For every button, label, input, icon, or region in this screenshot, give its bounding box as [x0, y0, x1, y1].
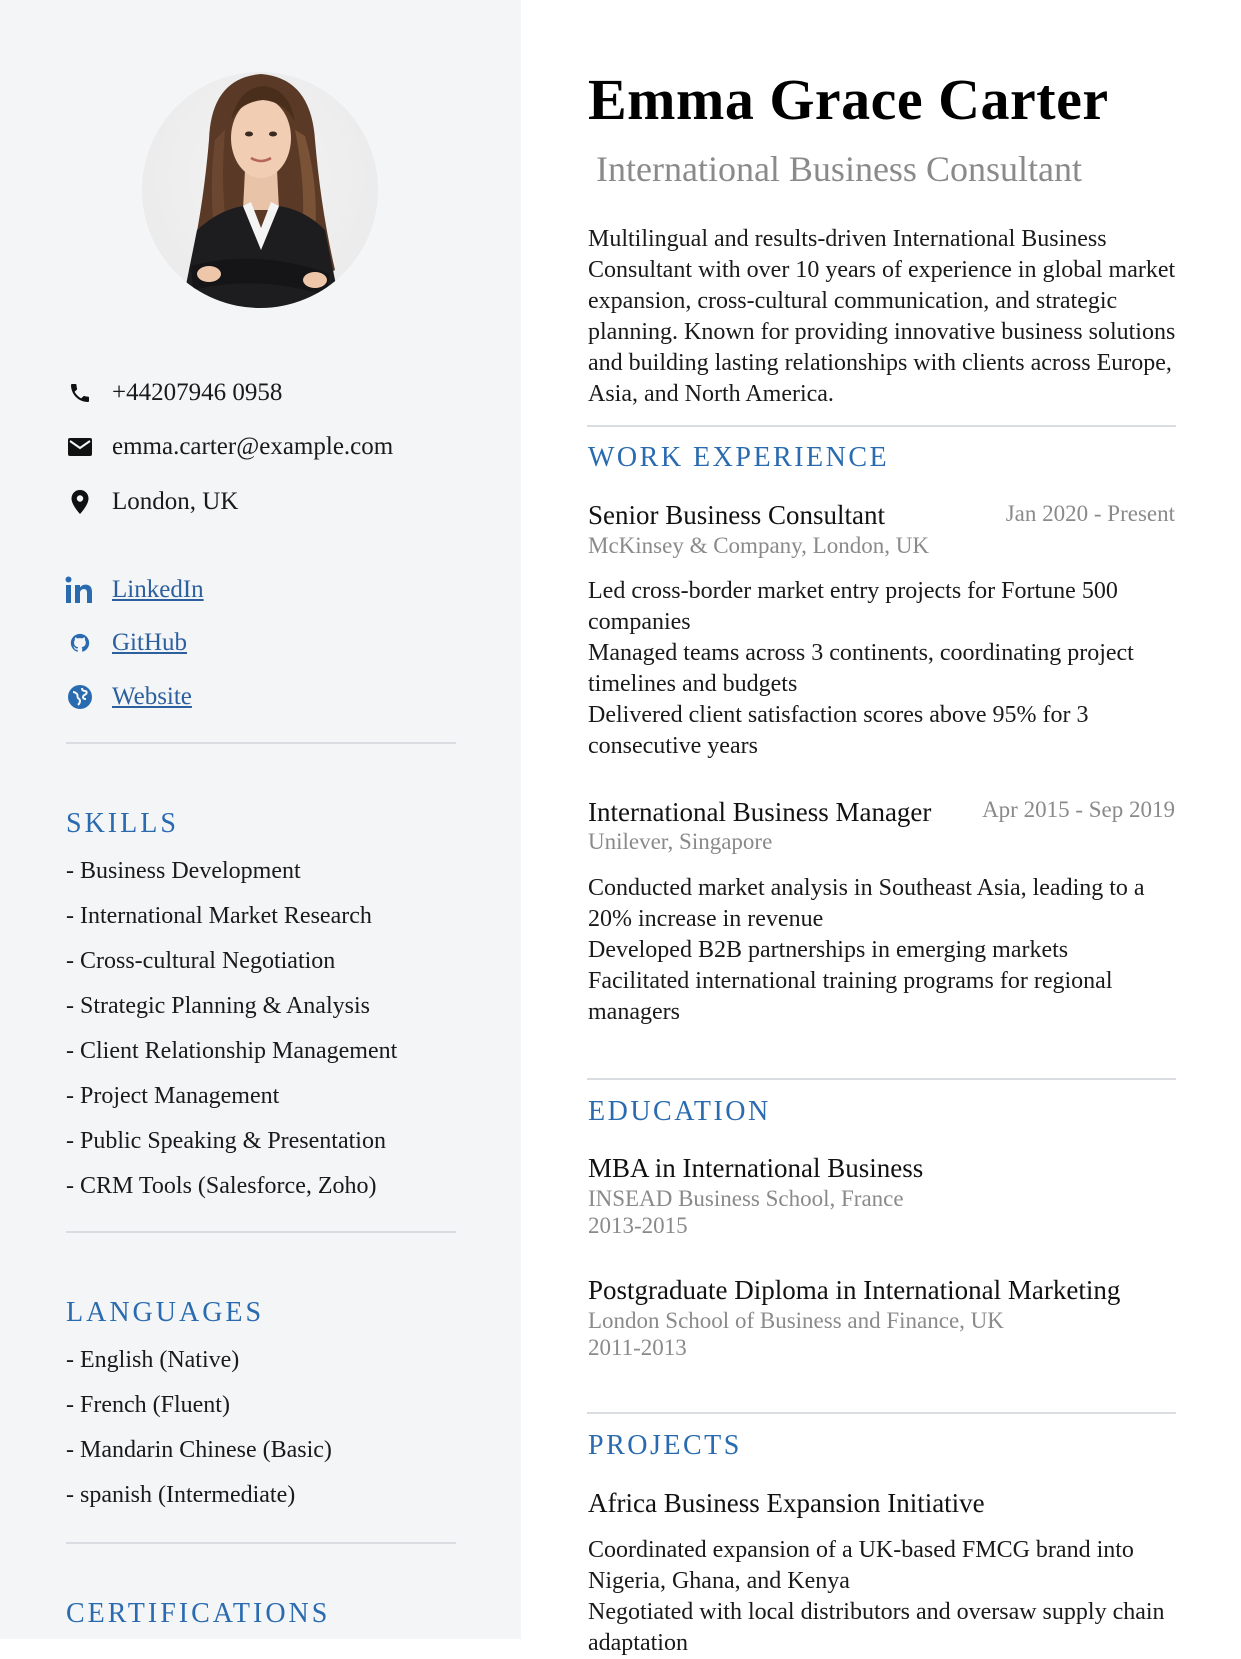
github-icon: [66, 629, 94, 657]
job-bullet: Developed B2B partnerships in emerging markets: [588, 937, 1069, 963]
skill-item: - Business Development: [66, 858, 301, 884]
language-item: - Mandarin Chinese (Basic): [66, 1437, 332, 1463]
education-heading: EDUCATION: [588, 1096, 771, 1127]
email-icon: [66, 433, 94, 461]
job-bullet: Managed teams across 3 continents, coordinating project timelines and budgets: [588, 640, 1134, 697]
job-title: Senior Business Consultant: [588, 500, 886, 530]
globe-icon: [66, 683, 94, 711]
language-item: - spanish (Intermediate): [66, 1482, 296, 1508]
job-bullet: Delivered client satisfaction scores above 95% for 3 consecutive years: [588, 702, 1089, 759]
skill-item: - Public Speaking & Presentation: [66, 1128, 386, 1154]
divider: [587, 1078, 1176, 1080]
job-bullet: Conducted market analysis in Southeast Asia, leading to a 20% increase in revenue: [588, 875, 1145, 932]
job-date: Jan 2020 - Present: [1005, 501, 1175, 526]
candidate-name: Emma Grace Carter: [588, 67, 1109, 132]
project-title: Africa Business Expansion Initiative: [588, 1488, 985, 1518]
work-experience-heading: WORK EXPERIENCE: [588, 442, 890, 473]
divider: [66, 742, 456, 744]
job-company: McKinsey & Company, London, UK: [588, 533, 929, 558]
skill-item: - International Market Research: [66, 903, 372, 929]
candidate-title: International Business Consultant: [596, 149, 1082, 189]
linkedin-icon: [66, 576, 94, 604]
phone-icon: [66, 379, 94, 407]
profile-summary: Multilingual and results-driven International Business Consultant with over 10 years of experience in global market expansion, cross-cultural communication, and strategic planning. Known for providing innovative business solutions and building lasting relationships with clients across Europe, Asia, and North America.: [588, 226, 1176, 407]
website-link-row[interactable]: [66, 682, 192, 712]
education-years: 2011-2013: [588, 1335, 687, 1360]
email-address: emma.carter@example.com: [112, 433, 394, 460]
project-bullets: [588, 1535, 1183, 1659]
contact-email: [66, 432, 393, 462]
language-item: - French (Fluent): [66, 1392, 230, 1418]
skills-list: [66, 856, 397, 1216]
location-pin-icon: [66, 488, 94, 516]
education-degree: MBA in International Business: [588, 1153, 924, 1183]
education-years: 2013-2015: [588, 1213, 688, 1238]
location-text: London, UK: [112, 488, 239, 515]
project-bullet: Negotiated with local distributors and oversaw supply chain adaptation: [588, 1599, 1165, 1656]
project-bullet: Coordinated expansion of a UK-based FMCG brand into Nigeria, Ghana, and Kenya: [588, 1537, 1134, 1594]
skill-item: - CRM Tools (Salesforce, Zoho): [66, 1173, 377, 1199]
skill-item: - Cross-cultural Negotiation: [66, 948, 336, 974]
job-bullet: Led cross-border market entry projects for Fortune 500 companies: [588, 578, 1118, 635]
skill-item: - Project Management: [66, 1083, 280, 1109]
linkedin-link[interactable]: LinkedIn: [112, 576, 204, 603]
divider: [66, 1231, 456, 1233]
skills-heading: SKILLS: [66, 808, 179, 839]
job-company: Unilever, Singapore: [588, 829, 773, 854]
job-bullets: [588, 873, 1183, 1028]
projects-heading: PROJECTS: [588, 1430, 742, 1461]
sidebar: [0, 0, 521, 1639]
divider: [66, 1542, 456, 1544]
contact-location: [66, 487, 238, 517]
education-degree: Postgraduate Diploma in International Marketing: [588, 1275, 1121, 1305]
divider: [587, 1412, 1176, 1414]
skill-item: - Client Relationship Management: [66, 1038, 398, 1064]
phone-number: +44207946 0958: [112, 379, 283, 406]
education-school: London School of Business and Finance, UK: [588, 1308, 1004, 1333]
contact-phone: [66, 378, 282, 408]
website-link[interactable]: Website: [112, 683, 192, 710]
job-date: Apr 2015 - Sep 2019: [982, 797, 1175, 822]
education-school: INSEAD Business School, France: [588, 1186, 904, 1211]
linkedin-link-row[interactable]: [66, 575, 204, 605]
languages-list: [66, 1345, 332, 1525]
github-link-row[interactable]: [66, 628, 187, 658]
profile-photo: [139, 60, 381, 320]
certifications-heading: CERTIFICATIONS: [66, 1598, 331, 1629]
job-title: International Business Manager: [588, 797, 932, 827]
job-bullet: Facilitated international training programs for regional managers: [588, 968, 1113, 1025]
divider: [587, 425, 1176, 427]
languages-heading: LANGUAGES: [66, 1297, 265, 1328]
language-item: - English (Native): [66, 1347, 240, 1373]
skill-item: - Strategic Planning & Analysis: [66, 993, 370, 1019]
job-bullets: [588, 576, 1183, 762]
github-link[interactable]: GitHub: [112, 629, 187, 656]
